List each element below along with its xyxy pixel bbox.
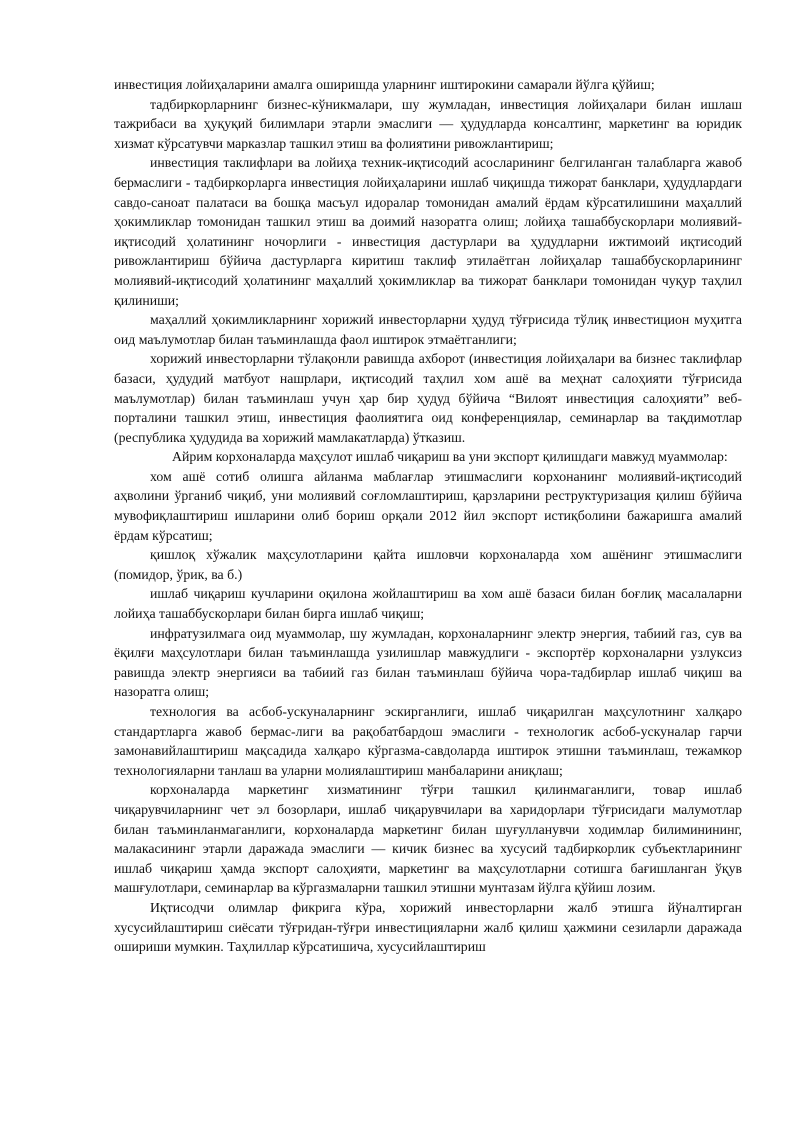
paragraph-agricultural-raw-materials: қишлоқ хўжалик маҳсулотларини қайта ишловчи корхоналарда хом ашёнинг этишмаслиги (помидор, ўрик, ва б.) [114, 547, 742, 582]
paragraph-raw-materials-funds: хом ашё сотиб олишга айланма маблағлар этишмаслиги корхонанинг молиявий-иқтисодий аҳволини ўрганиб чиқиб, уни молиявий соғломлаштириш, қарзларини реструктуризация қилиш бўйича мувофиқлаштириш ишларини олиб бориш орқали 2012 йил экспорт истиқболини бажаришга амалий ёрдам кўрсатиш; [114, 468, 742, 543]
paragraph-production-placement: ишлаб чиқариш кучларини оқилона жойлаштириш ва хом ашё базаси билан боғлиқ масалаларни лойиҳа ташаббускорлари билан бирга ишлаб чиқиш; [114, 586, 742, 622]
paragraph-enterprise-problems-heading: Айрим корхоналарда маҳсулот ишлаб чиқариш ва уни экспорт қилишдаги мавжуд муаммолар: [172, 449, 728, 465]
paragraph-economists-opinion: Иқтисодчи олимлар фикрига кўра, хорижий инвесторларни жалб этишга йўналтирган хусусийлаштириш сиёсати тўғридан-тўғри инвестицияларни жалб қилиш ҳажмини сезиларли даражада ошириши мумкин. Таҳлиллар кўрсатишича, хусусийлаштириш [114, 899, 742, 955]
paragraph-technology-obsolescence: технология ва асбоб-ускуналарнинг эскирганлиги, ишлаб чиқарилган маҳсулотнинг халқаро стандартларга жавоб бермас-лиги ва рақобатбардош эмаслиги - технологик асбоб-ускуналар гарчи замонавийлаштириш мақсадида халқаро кўргазма-савдоларда иштирок этишни таъминлаш, тежамкор технологияларни танлаш ва уларни молиялаштириш манбаларини аниқлаш; [114, 704, 742, 778]
paragraph-marketing-services: корхоналарда маркетинг хизматининг тўғри ташкил қилинмаганлиги, товар ишлаб чиқарувчиларнинг чет эл бозорлари, ишлаб чиқарувчилари ва харидорлари тўғрисидаги малумотлар билан таъминланмаганлиги, корхоналарда маркетинг билан шуғулланувчи ходимлар билиминининг, малакасининг этарли даражада эмаслиги — кичик бизнес ва хусусий тадбиркорлик субъектларининг ишлаб чиқариш ҳамда экспорт салоҳияти, маркетинг ва маҳсулотларни сотишга бағишланган ўқув машғулотлари, семинарлар ва кўргазмаларни ташкил этишни мунтазам йўлга қўйиш лозим. [114, 782, 742, 896]
paragraph-local-authorities: маҳаллий ҳокимликларнинг хорижий инвесторларни ҳудуд тўғрисида тўлиқ инвестицион муҳитга оид маълумотлар билан таъминлашда фаол иштирок этмаётганлиги; [114, 312, 742, 347]
paragraph-foreign-investors-info: хорижий инвесторларни тўлақонли равишда ахборот (инвестиция лойиҳалари ва бизнес таклифлар базаси, ҳудудий матбуот нашрлари, иқтисодий таҳлил хом ашё ва меҳнат салоҳияти тўғрисида маълумотлар) билан таъминлаш учун ҳар бир ҳудуд бўйича “Вилоят инвестиция салоҳияти” веб-порталини ташкил этиш, инвестиция фаолиятига оид конференциялар, семинарлар ва тақдимотлар (республика ҳудудида ва хорижий мамлакатларда) ўтказиш. [114, 351, 742, 445]
paragraph-business-skills: тадбиркорларнинг бизнес-кўникмалари, шу жумладан, инвестиция лойиҳалари билан ишлаш тажрибаси ва ҳуқуқий билимлари этарли эмаслиги — ҳудудларда консалтинг, маркетинг ва юридик хизмат кўрсатувчи марказлар ташкил этиш ва фолиятини ривожлантириш; [114, 96, 742, 151]
paragraph-infrastructure: инфратузилмага оид муаммолар, шу жумладан, корхоналарнинг электр энергия, табиий газ, сув ва ёқилғи маҳсулотлари билан таъминлашда узилишлар мавжудлиги - экспортёр корхоналарни узлуксиз равишда электр энергияси ва табиий газ билан таъминлаш бўйича чора-тадбирлар ишлаб чиқиш ва назоратга олиш; [114, 625, 742, 700]
paragraph-investment-participation: инвестиция лойиҳаларини амалга оширишда уларнинг иштирокини самарали йўлга қўйиш; [114, 77, 655, 92]
paragraph-investment-proposals: инвестиция таклифлари ва лойиҳа техник-иқтисодий асосларининг белгиланган талабларга жавоб бермаслиги - тадбиркорларга инвестиция лойиҳаларини ишлаб чиқишда тижорат банклари, ҳудудлардаги савдо-саноат палатаси ва бошқа масъул идоралар томонидан амалий ёрдам кўрсатилишини маҳаллий ҳокимликлар томонидан ташкил этиш ва доимий назоратга олиш; лойиҳа ташаббускорлари молиявий-иқтисодий ҳолатининг ночорлиги - инвестиция дастурлари ва ҳудудларни ижтимоий иқтисодий ривожлантириш бўйича дастурларга киритиш таклиф этилаётган лойиҳалар ташаббускорларининг молиявий-иқтисодий ҳолатининг маҳаллий ҳокимликлар ва тижорат банклари томонидан чуқур таҳлил қилиниши; [114, 155, 742, 308]
